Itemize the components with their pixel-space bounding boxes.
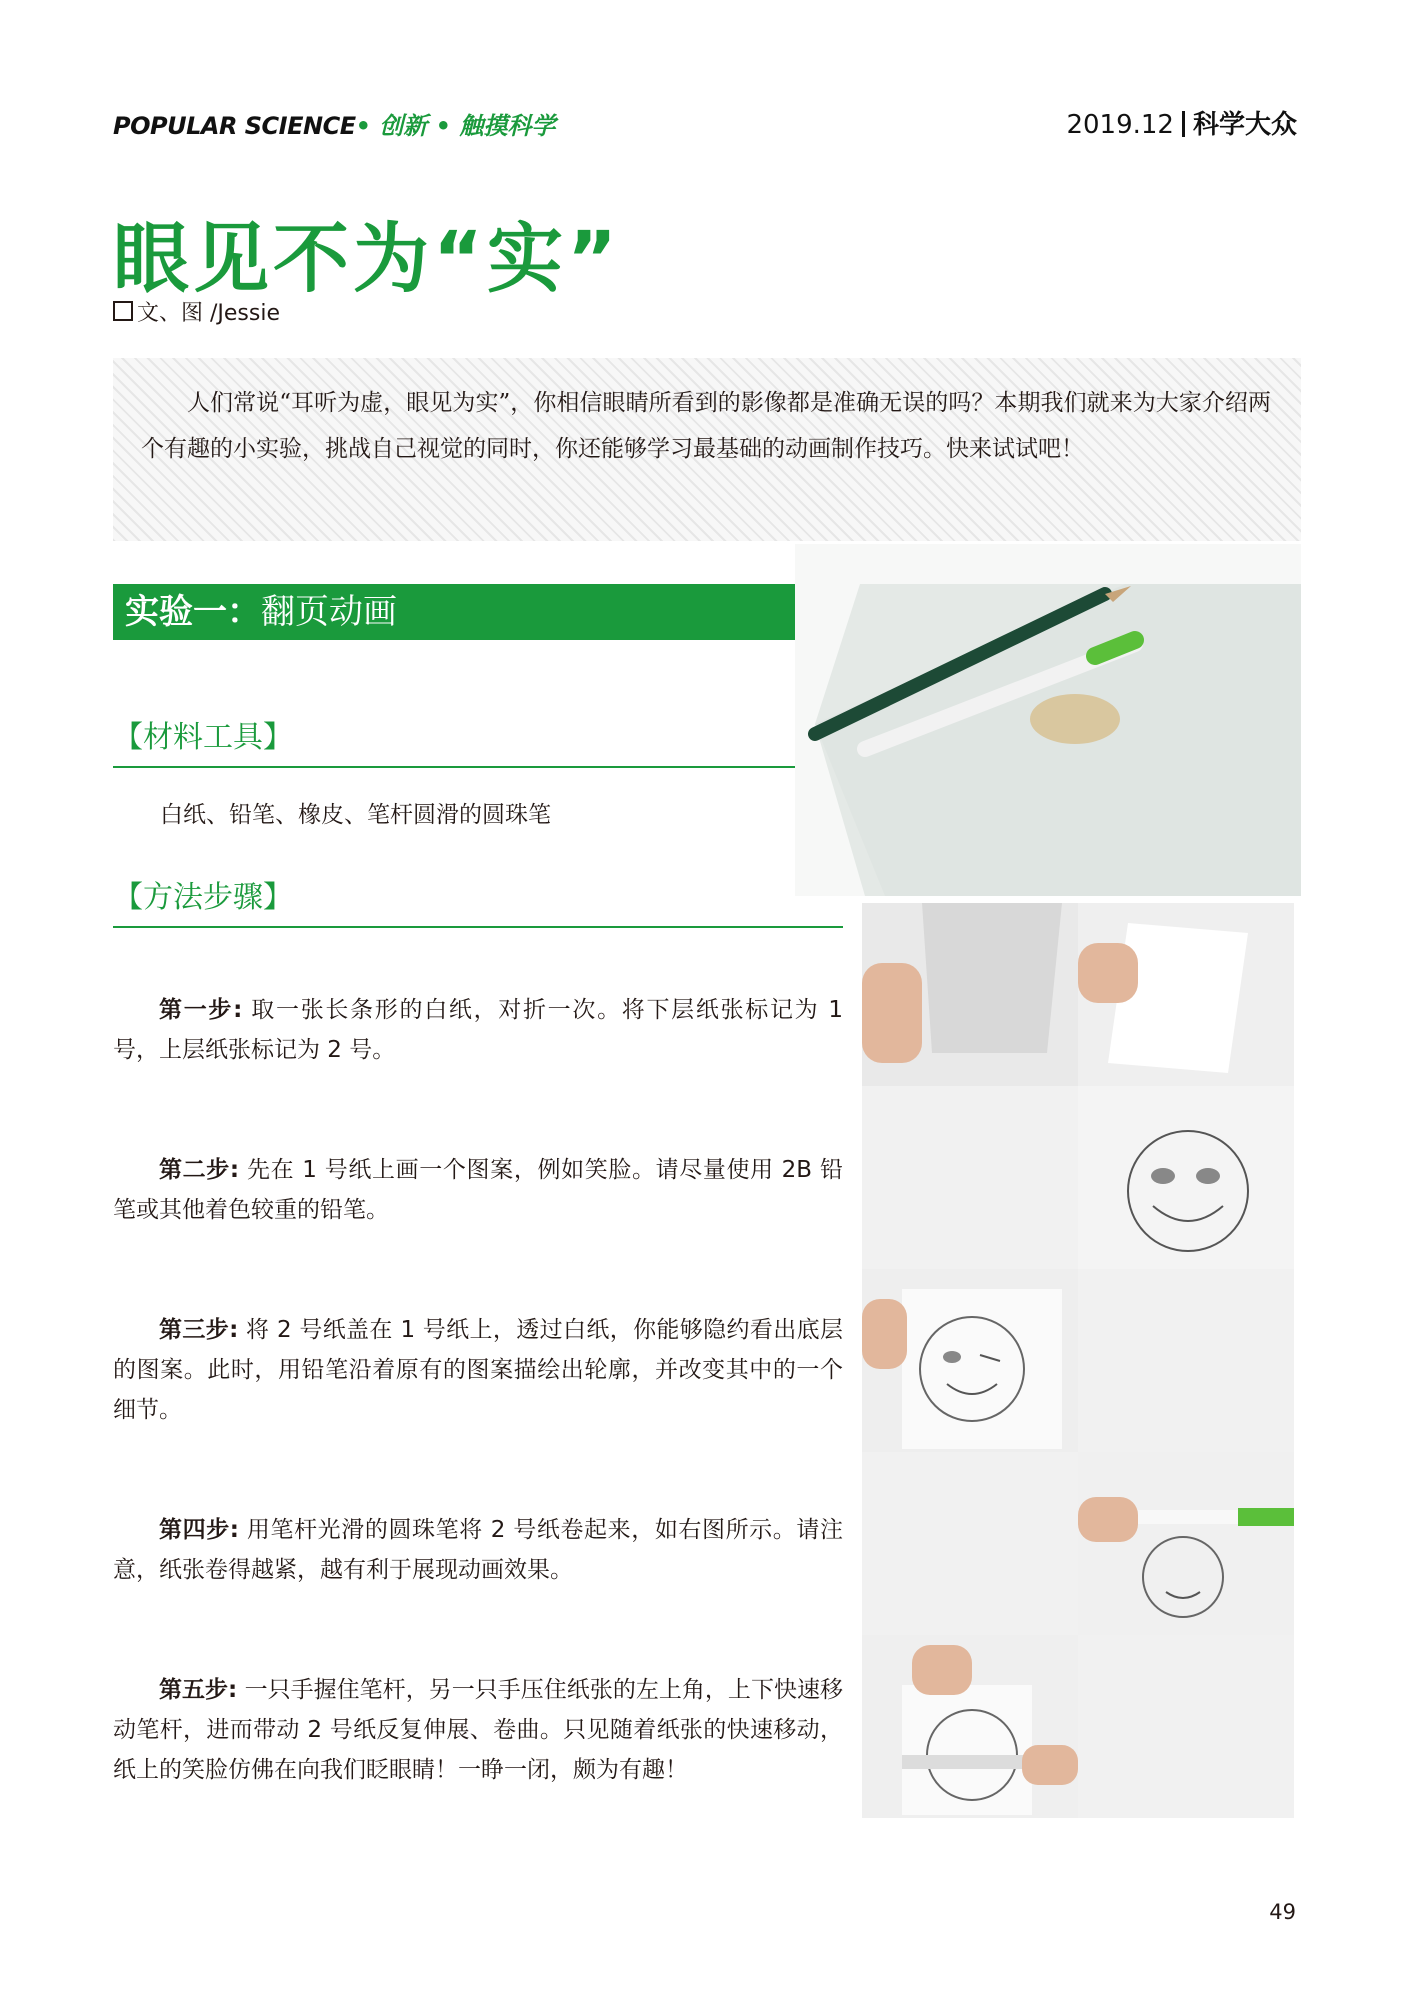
step-4 [113,1510,843,1590]
materials-rule [113,766,813,768]
running-header-right [1066,104,1297,141]
checkbox-glyph-icon [113,301,133,321]
step-3 [113,1310,843,1430]
step-label: 第三步: [159,1317,239,1343]
byline-text: 文、图 /Jessie [137,301,281,326]
experiment-label: 实验一： [125,592,261,632]
step2-blank-cell [862,1086,1078,1269]
materials-list: 白纸、铅笔、橡皮、笔杆圆滑的圆珠笔 [160,802,551,828]
step2-photo [1078,1086,1294,1269]
step-text: 取一张长条形的白纸，对折一次。将下层纸张标记为 1 号，上层纸张标记为 2 号。 [113,997,843,1063]
step-text: 先在 1 号纸上画一个图案，例如笑脸。请尽量使用 2B 铅笔或其他着色较重的铅笔。 [113,1157,844,1223]
step1-photo-a [862,903,1078,1086]
step-label: 第四步: [159,1517,239,1543]
step-label: 第一步: [159,997,243,1023]
step-text: 将 2 号纸盖在 1 号纸上，透过白纸，你能够隐约看出底层的图案。此时，用铅笔沿着原有的图案描绘出轮廓，并改变其中的一个细节。 [113,1317,843,1423]
experiment-banner [113,584,843,640]
step3-photo [862,1269,1078,1452]
step3-blank-cell [1078,1269,1294,1452]
step4-photo [1078,1452,1294,1635]
magazine-logo: 科学大众 [1192,110,1297,140]
step1-photo-b [1078,903,1294,1086]
magazine-brand: POPULAR SCIENCE [113,112,356,140]
step-label: 第二步: [159,1157,240,1183]
article-title: 眼见不为“实” [113,214,621,303]
step-text: 一只手握住笔杆，另一只手压住纸张的左上角，上下快速移动笔杆，进而带动 2 号纸反复伸展、卷曲。只见随着纸张的快速移动，纸上的笑脸仿佛在向我们眨眼睛！一睁一闭，颇为有趣！ [113,1677,843,1783]
step-text: 用笔杆光滑的圆珠笔将 2 号纸卷起来，如右图所示。请注意，纸张卷得越紧，越有利于展现动画效果。 [113,1517,843,1583]
materials-photo [795,544,1301,896]
intro-text: 人们常说“耳听为虚，眼见为实”，你相信眼睛所看到的影像都是准确无误的吗？本期我们就来为大家介绍两个有趣的小实验，挑战自己视觉的同时，你还能够学习最基础的动画制作技巧。快来试试吧！ [141,390,1271,462]
section-name: • 创新 • 触摸科学 [355,112,556,140]
steps-heading: 【方法步骤】 [113,880,293,915]
step4-blank-cell [862,1452,1078,1635]
materials-heading: 【材料工具】 [113,720,293,755]
step-1 [113,990,843,1070]
step-5 [113,1670,843,1790]
running-header-left [113,106,555,141]
step5-photo [862,1635,1078,1818]
steps-rule [113,926,843,928]
step-2 [113,1150,843,1230]
issue-date: 2019.12 [1066,110,1174,140]
step5-blank-cell [1078,1635,1294,1818]
intro-box [113,358,1301,541]
header-divider [1182,111,1185,137]
experiment-name: 翻页动画 [261,592,397,632]
byline [113,296,280,327]
step-label: 第五步: [159,1677,238,1703]
page-number: 49 [1269,1900,1296,1924]
